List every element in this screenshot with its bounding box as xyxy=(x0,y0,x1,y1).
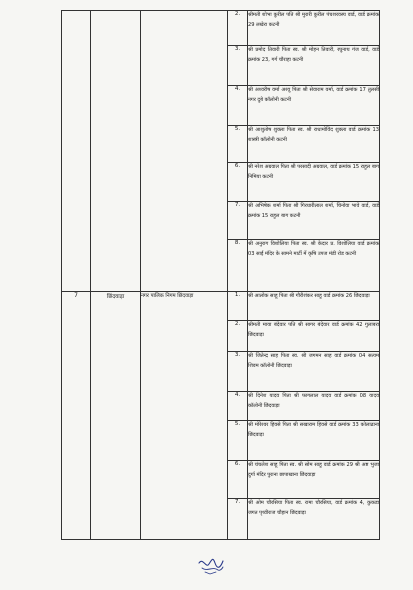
member-number: 2. xyxy=(228,321,248,352)
member-number: 6. xyxy=(228,163,248,202)
member-number: 6. xyxy=(228,461,248,499)
member-number: 3. xyxy=(228,46,248,86)
member-details: श्री नरेश अग्रवाल पिता श्री परसादी अग्रवाल, वार्ड क्रमांक 15 राहुल बाग निमिया कटनी xyxy=(248,163,380,202)
table-row xyxy=(62,11,380,46)
member-details: श्री आशुतोष शुक्ला पिता स्व. श्री राधामोविंद शुक्ला वार्ड क्रमांक 13 शास्त्री कॉलोनी कटनी xyxy=(248,126,380,163)
member-details: श्रीमती माया बंदेवार पति श्री सागर बंदेवार वार्ड क्रमांक 42 गुलाबरा छिंदवाड़ा xyxy=(248,321,380,352)
member-number: 2. xyxy=(228,11,248,46)
member-details: श्री आलोक साहू पिता श्री गौरीशंकर साहू वार्ड क्रमांक 26 छिंदवाड़ा xyxy=(248,292,380,321)
member-details: श्री दिनेश यादव पिता श्री फागलाल यादव वार्ड क्रमांक 08 यादव कॉलोनी छिंदवाड़ा xyxy=(248,392,380,421)
member-details: श्री मोरेश्वर हिवसे पिता श्री सखाराम हिवसे वार्ड क्रमांक 33 कोलाढाना छिंदवाड़ा xyxy=(248,421,380,461)
member-number: 1. xyxy=(228,292,248,321)
signature-mark xyxy=(196,555,226,577)
member-number: 7. xyxy=(228,202,248,240)
member-details: श्री अभिषेक शर्मा पिता श्री गिरधारीलाल शर्मा, चिनोवा भावे वार्ड, वार्ड क्रमांक 15 राहुल बाग कटनी xyxy=(248,202,380,240)
member-number: 5. xyxy=(228,421,248,461)
municipal-body: नगर पालिक निगम छिंदवाड़ा xyxy=(141,292,228,540)
member-details: श्रीमती शोभा कुरील पति श्री मुरारी कुरील पंचशरवस्य वार्ड, वार्ड क्रमांक 29 लखेरा कटनी xyxy=(248,11,380,46)
member-details: श्री अश्वरीष वर्मा अश्वू पिता श्री सेवाराम वर्मा, वार्ड क्रमांक 17 तुलसी नगर दुबे कॉलोनी कटनी xyxy=(248,86,380,126)
member-details: श्री प्रमोद तिवारी पिता स्व. श्री मोहन तिवारी, रघुनाथ गंज वार्ड, वार्ड क्रमांक 23, गर्ग चौराहा कटनी xyxy=(248,46,380,86)
member-details: श्री अनुराग विशोलिया पिता स्व. श्री केदार प्र. विशोलिया वार्ड क्रमांक 03 साईं मंदिर के सामने मार्टी में कृषि उपज मंडी रोड कटनी xyxy=(248,240,380,292)
member-details: श्री ओम चौरसिया पिता स्व. रामा चौरसिया, वार्ड क्रमांक 4, कुकडा जगत पृथ्वीराज चौहान छिंदवाड़ा xyxy=(248,499,380,540)
district-name: छिंदवाड़ा xyxy=(91,292,141,540)
member-number: 8. xyxy=(228,240,248,292)
member-number: 4. xyxy=(228,392,248,421)
serial-cell-empty xyxy=(62,11,91,292)
table-row xyxy=(62,292,380,321)
serial-number: 7 xyxy=(62,292,91,540)
member-details: श्री चंचलेश साहू पिता स्व. श्री सोम साहू वार्ड क्रमांक 29 श्री अष्ट भुजा दुर्गा मंदिर पुराना छापाखाना छिंदवाड़ा xyxy=(248,461,380,499)
body-cell-empty xyxy=(141,11,228,292)
member-number: 7. xyxy=(228,499,248,540)
member-number: 3. xyxy=(228,352,248,392)
appointments-table xyxy=(61,10,380,540)
member-details: श्री जितेन्द्र साह पिता स्व. श्री जगमन साह वार्ड क्रमांक 04 सत्यम शिवम कॉलोनी छिंदवाड़ा xyxy=(248,352,380,392)
member-number: 5. xyxy=(228,126,248,163)
district-cell-empty xyxy=(91,11,141,292)
member-number: 4. xyxy=(228,86,248,126)
